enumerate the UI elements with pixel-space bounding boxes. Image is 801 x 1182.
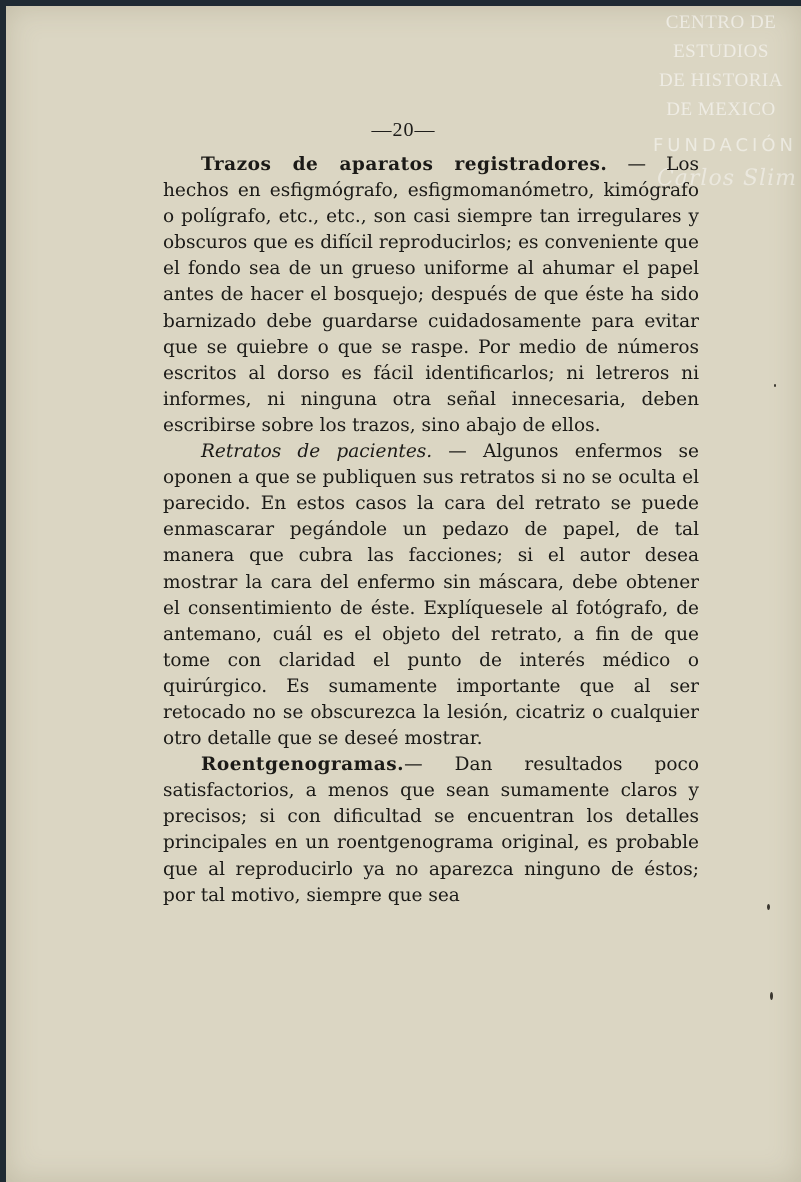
- paper-speck: [774, 384, 776, 387]
- watermark-line: ESTUDIOS: [673, 41, 769, 62]
- section-heading: Trazos de aparatos registradores.: [201, 154, 608, 175]
- paper-speck: [770, 992, 773, 1000]
- paragraph-text: — Algunos enfermos se oponen a que se publiquen sus retratos si no se oculta el parecido. En estos casos la cara del retrato se puede enmascarar pegándole un pedazo de papel, de tal manera que cubra las facciones; si el autor desea mostrar la cara del enfermo sin máscara, debe obtener el consentimiento de éste. Explíquesele al fotógrafo, de antemano, cuál es el objeto del retrato, a fin de que tome con claridad el punto de interés médico o quirúrgico. Es sumamente importante que al ser retocado no se obscurezca la lesión, cicatriz o cualquier otro detalle que se deseé mostrar.: [163, 441, 699, 750]
- scanned-page: [6, 6, 801, 1182]
- watermark-line: DE HISTORIA: [659, 70, 783, 91]
- watermark-signature: Carlos Slim: [656, 166, 797, 191]
- page-number: —20—: [371, 119, 436, 141]
- paragraph-portraits: [163, 439, 699, 752]
- paragraph-text: — Los hechos en esfigmógrafo, esfigmomanómetro, kimógrafo o polígrafo, etc., etc., son casi siempre tan irregulares y obscuros que es difícil reproducirlos; es conveniente que el fondo sea de un grueso uniforme al ahumar el papel antes de hacer el bosquejo; después de que éste ha sido barnizado debe guardarse cuidadosamente para evitar que se quiebre o que se raspe. Por medio de números escritos al dorso es fácil identificarlos; ni letreros ni informes, ni ninguna otra señal innecesaria, deben escribirse sobre los trazos, sino abajo de ellos.: [163, 154, 699, 436]
- paragraph-roentgenograms: [163, 752, 699, 909]
- section-heading: Roentgenogramas.: [201, 754, 405, 776]
- paper-speck: [767, 904, 770, 910]
- watermark-foundation: FUNDACIÓN: [652, 135, 797, 156]
- section-heading: Retratos de pacientes.: [201, 441, 433, 463]
- body-text: [163, 152, 699, 909]
- watermark-line: DE MEXICO: [666, 99, 776, 120]
- paragraph-tracings: [163, 152, 699, 439]
- paragraph-text: — Dan resultados poco satisfactorios, a menos que sean sumamente claros y precisos; si con dificultad se encuentran los detalles principales en un roentgenograma original, es probable que al reproducirlo ya no aparezca ninguno de éstos; por tal motivo, siempre que sea: [163, 754, 699, 906]
- watermark-line: CENTRO DE: [665, 12, 777, 33]
